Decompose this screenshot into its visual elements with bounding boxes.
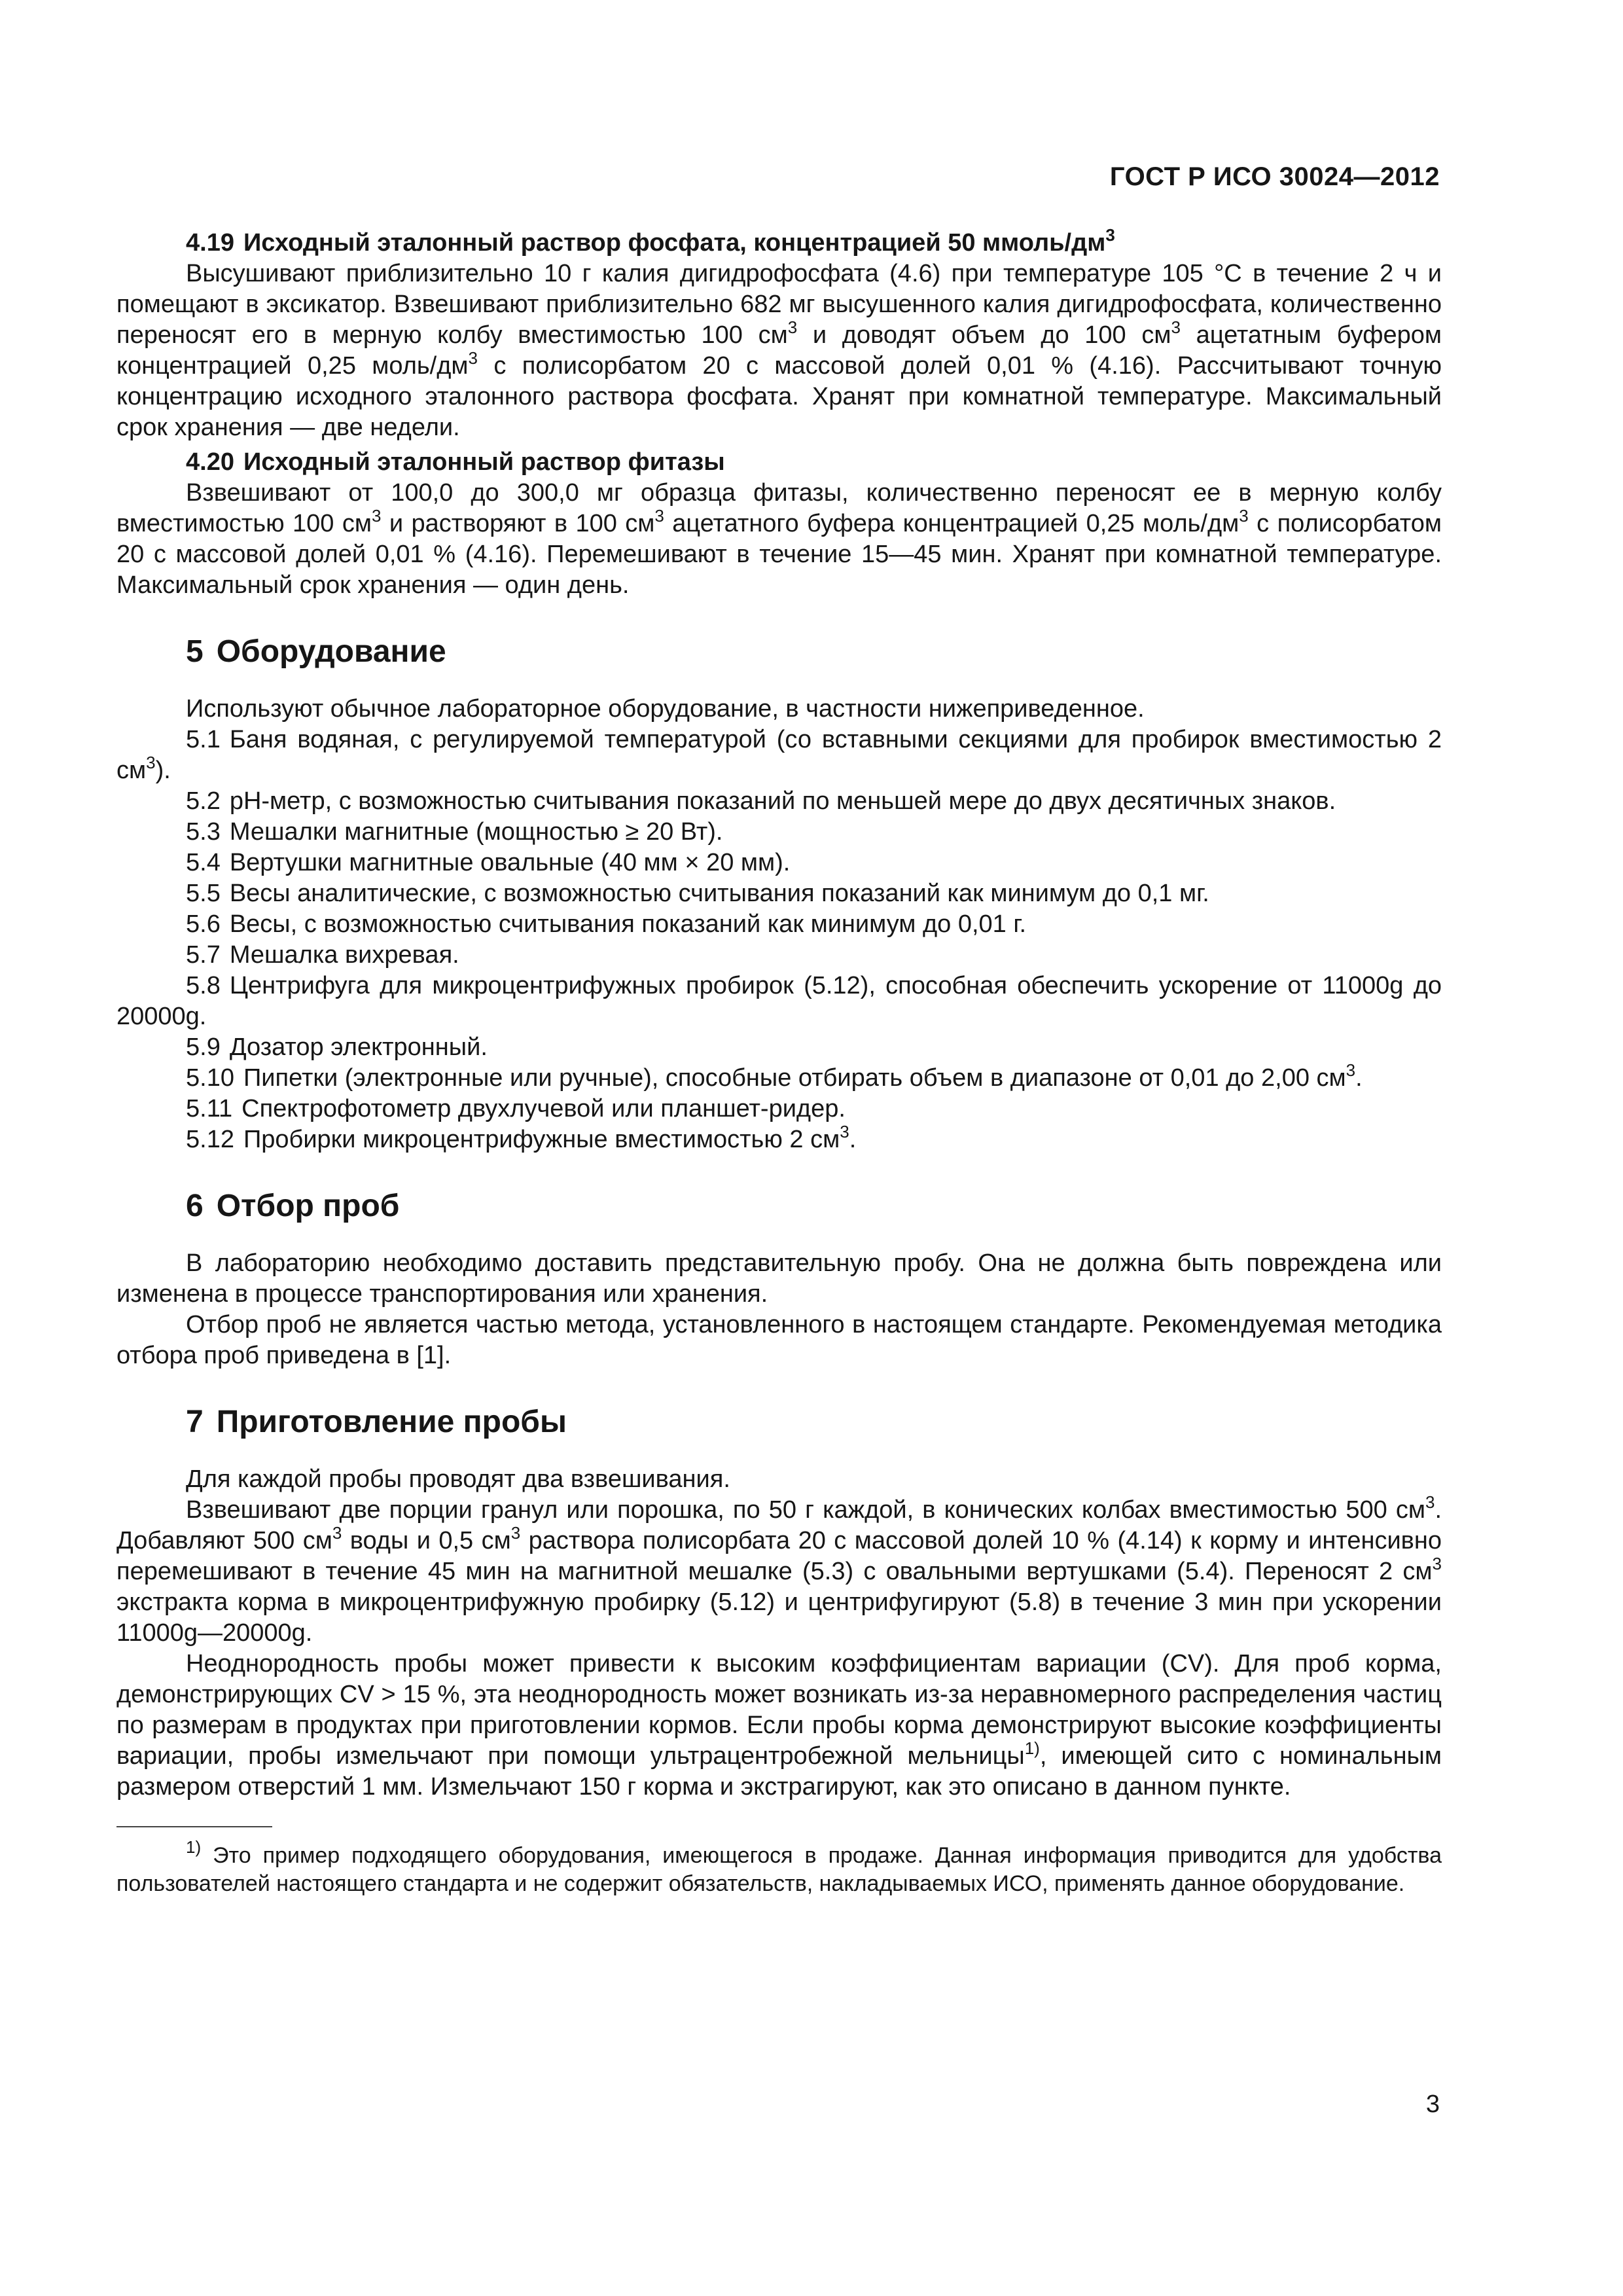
item-text: Весы, с возможностью считывания показаний как минимум до 0,01 г. <box>229 910 1027 938</box>
item-text: Спектрофотометр двухлучевой или планшет-ридер. <box>241 1095 846 1122</box>
item-text: рН-метр, с возможностью считывания показаний по меньшей мере до двух десятичных знаков. <box>229 787 1336 815</box>
item-tail: . <box>849 1126 857 1153</box>
item-number: 5.6 <box>186 910 221 938</box>
superscript: 3 <box>1346 1060 1356 1080</box>
item-text: Мешалки магнитные (мощностью ≥ 20 Вт). <box>229 818 723 846</box>
paragraph-6-2: Отбор проб не является частью метода, установленного в настоящем стандарте. Рекомендуемая методика отбора проб приведена в [1]. <box>116 1311 1442 1369</box>
superscript: 3 <box>1425 1492 1435 1512</box>
list-item <box>116 1124 1442 1155</box>
subsection-heading-4-19 <box>116 225 1442 259</box>
item-number: 5.1 <box>186 726 221 753</box>
item-number: 5.9 <box>186 1033 221 1061</box>
footnote <box>116 1837 1442 1898</box>
superscript: 3 <box>1432 1554 1442 1573</box>
text-run: ацетатного буфера концентрацией 0,25 моль/дм <box>664 510 1240 537</box>
item-number: 5.3 <box>186 818 221 846</box>
superscript: 3 <box>468 348 478 368</box>
item-tail: . <box>1355 1064 1363 1092</box>
page-content <box>116 224 1442 1898</box>
item-text: Баня водяная, с регулируемой температурой (со вставными секциями для пробирок вместимостью 2 см <box>116 726 1442 784</box>
section-5-intro: Используют обычное лабораторное оборудование, в частности нижеприведенное. <box>186 695 1145 723</box>
list-item <box>116 878 1442 909</box>
text-run: раствора полисорбата 20 с массовой долей 10 % (4.14) к корму и интенсивно перемешивают в течение 45 мин на магнитной мешалке (5.3) с овальными вертушками (5.4). Переносят 2 см <box>116 1527 1442 1585</box>
subsection-title: Исходный эталонный раствор фосфата, концентрацией 50 ммоль/дм <box>243 229 1106 257</box>
list-item <box>116 909 1442 940</box>
text-run: с полисорбатом 20 с массовой долей 0,01 % (4.16). Перемешивают в течение 15—45 мин. Хранят при комнатной температуре. Максимальный срок хранения — один день. <box>116 510 1442 599</box>
text-run: Взвешивают от 100,0 до 300,0 мг образца фитазы, количественно переносят ее в мерную колбу вместимостью 100 см <box>116 479 1442 537</box>
item-tail: ). <box>155 757 171 784</box>
text-run: с полисорбатом 20 с массовой долей 0,01 % (4.16). Рассчитывают точную концентрацию исходного эталонного раствора фосфата. Хранят при комнатной температуре. Максимальный срок хранения — две недели. <box>116 352 1442 441</box>
text-run: воды и 0,5 см <box>342 1527 511 1554</box>
subsection-number: 4.20 <box>186 448 234 476</box>
section-title: Отбор проб <box>216 1189 400 1223</box>
superscript: 3 <box>371 506 382 526</box>
text-run: Взвешивают две порции гранул или порошка, по 50 г каждой, в конических колбах вместимостью 500 см <box>186 1496 1425 1524</box>
document-header-id: ГОСТ Р ИСО 30024—2012 <box>1109 162 1440 191</box>
section-title: Оборудование <box>216 634 446 669</box>
footnote-divider <box>116 1826 272 1827</box>
footnote-text: Это пример подходящего оборудования, имеющегося в продаже. Данная информация приводится для удобства пользователей настоящего стандарта и не содержит обязательств, накладываемых ИСО, применять данное оборудование. <box>116 1843 1442 1896</box>
section-number: 7 <box>186 1405 204 1439</box>
list-item <box>116 786 1442 817</box>
text-run: экстракта корма в микроцентрифужную пробирку (5.12) и центрифугируют (5.8) в течение 3 мин при ускорении 11000g—20000g. <box>116 1588 1442 1647</box>
item-text: Вертушки магнитные овальные (40 мм × 20 мм). <box>229 849 791 876</box>
item-text: Пипетки (электронные или ручные), способные отбирать объем в диапазоне от 0,01 до 2,00 см <box>243 1064 1346 1092</box>
item-number: 5.11 <box>186 1095 233 1122</box>
item-text: Мешалка вихревая. <box>229 941 459 969</box>
text-run: . Добавляют 500 см <box>116 1496 1442 1554</box>
paragraph-4-19 <box>116 259 1442 443</box>
item-text: Пробирки микроцентрифужные вместимостью 2 см <box>243 1126 840 1153</box>
footnote-mark: 1) <box>186 1837 202 1857</box>
superscript: 3 <box>510 1523 521 1543</box>
text-run: и растворяют в 100 см <box>381 510 655 537</box>
superscript: 3 <box>1171 317 1181 337</box>
list-item <box>116 940 1442 971</box>
equipment-list <box>116 725 1442 1155</box>
list-item <box>116 971 1442 1032</box>
superscript: 3 <box>654 506 664 526</box>
superscript: 3 <box>1239 506 1249 526</box>
item-text: Центрифуга для микроцентрифужных пробирок (5.12), способная обеспечить ускорение от 11000g до 20000g. <box>116 972 1442 1030</box>
item-number: 5.8 <box>186 972 221 999</box>
paragraph-4-20 <box>116 478 1442 601</box>
superscript: 3 <box>332 1523 342 1543</box>
item-number: 5.4 <box>186 849 221 876</box>
superscript: 3 <box>146 753 156 772</box>
item-number: 5.5 <box>186 880 221 907</box>
item-text: Весы аналитические, с возможностью считывания показаний как минимум до 0,1 мг. <box>229 880 1209 907</box>
superscript: 3 <box>787 317 798 337</box>
item-number: 5.10 <box>186 1064 234 1092</box>
list-item <box>116 725 1442 786</box>
paragraph-7-1: Для каждой пробы проводят два взвешивания. <box>186 1465 730 1493</box>
paragraph-7-3 <box>116 1649 1442 1803</box>
list-item <box>116 1060 1442 1094</box>
item-text: Дозатор электронный. <box>229 1033 488 1061</box>
paragraph-6-1: В лабораторию необходимо доставить представительную пробу. Она не должна быть повреждена или изменена в процессе транспортирования или хранения. <box>116 1249 1442 1308</box>
section-heading-7 <box>186 1403 1442 1442</box>
item-number: 5.2 <box>186 787 221 815</box>
text-run: Неоднородность пробы может привести к высоким коэффициентам вариации (CV). Для проб корма, демонстрирующих CV > 15 %, эта неоднородность может возникать из-за неравномерного распределения частиц по размерам в продуктах при приготовлении кормов. Если пробы корма демонстрируют высокие коэффициенты вариации, пробы измельчают при помощи ультрацентробежной мельницы <box>116 1650 1442 1770</box>
section-title: Приготовление пробы <box>216 1405 567 1439</box>
text-run: и доводят объем до 100 см <box>797 321 1171 349</box>
list-item <box>116 817 1442 848</box>
item-number: 5.12 <box>186 1126 234 1153</box>
list-item <box>116 1094 1442 1124</box>
subsection-number: 4.19 <box>186 229 234 257</box>
subsection-title: Исходный эталонный раствор фитазы <box>243 448 725 476</box>
item-number: 5.7 <box>186 941 221 969</box>
text-run: Высушивают приблизительно 10 г калия дигидрофосфата (4.6) при температуре 105 °С в течение 2 ч и помещают в эксикатор. Взвешивают приблизительно 682 мг высушенного калия дигидрофосфата, количественно переносят его в мерную колбу вместимостью 100 см <box>116 260 1442 349</box>
section-heading-5 <box>186 632 1442 672</box>
footnote-reference[interactable]: 1) <box>1024 1738 1040 1758</box>
text-run: , имеющей сито с номинальным размером отверстий 1 мм. Измельчают 150 г корма и экстрагируют, как это описано в данном пункте. <box>116 1742 1442 1801</box>
page-number: 3 <box>1425 2090 1440 2118</box>
section-number: 6 <box>186 1189 204 1223</box>
subsection-heading-4-20 <box>116 447 1442 478</box>
paragraph-7-2 <box>116 1492 1442 1649</box>
superscript: 3 <box>840 1122 849 1141</box>
section-heading-6 <box>186 1187 1442 1226</box>
section-number: 5 <box>186 634 204 669</box>
text-run: ацетатным буфером концентрацией 0,25 моль/дм <box>116 321 1442 380</box>
superscript: 3 <box>1105 225 1115 245</box>
list-item <box>116 1032 1442 1063</box>
list-item <box>116 848 1442 878</box>
